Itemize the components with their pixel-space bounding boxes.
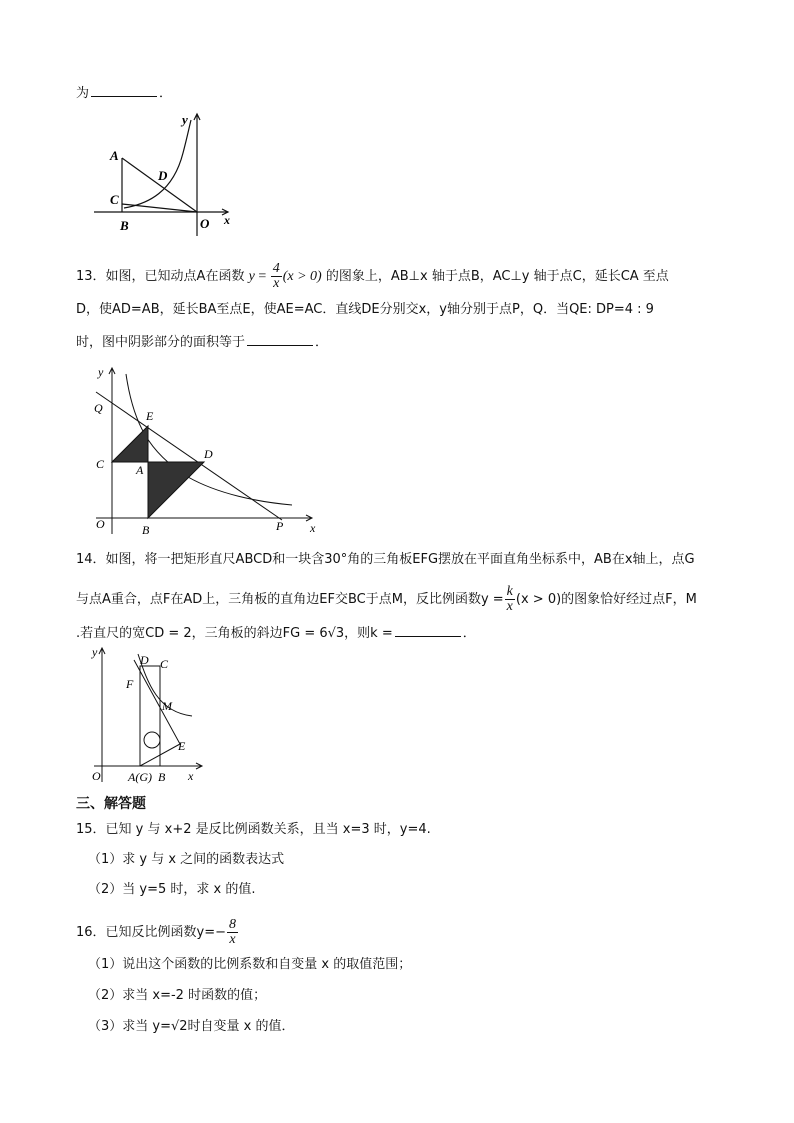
q13-func-eq: = <box>254 269 270 284</box>
q12-label-C: C <box>110 192 119 207</box>
q15-sub1: （1）求 y 与 x 之间的函数表达式 <box>88 852 285 867</box>
q14-label-C: C <box>160 657 169 671</box>
q13-line-1 <box>76 262 669 291</box>
q16-stem <box>76 918 239 947</box>
q16-text: 已知反比例函数y=− <box>105 925 227 940</box>
q13-func-y: y <box>248 269 255 284</box>
q14-label-E: E <box>178 739 186 753</box>
q13-label-D: D <box>204 447 213 461</box>
q12-label-A: A <box>110 148 119 163</box>
q14-line-3 <box>76 622 476 644</box>
q13-text-1b: 的图象上，AB⊥x 轴于点B，AC⊥y 轴于点C，延长CA 至点 <box>325 269 669 284</box>
q13-line-2 <box>76 300 654 320</box>
q14-text-3b: ． <box>462 626 476 641</box>
q13-label-C: C <box>96 457 105 471</box>
q13-shade-upper <box>112 426 148 462</box>
q14-label-y: y <box>92 645 98 659</box>
q16-fraction <box>227 918 238 947</box>
q15-sub2: （2）当 y=5 时，求 x 的值. <box>88 882 256 897</box>
q14-line-1 <box>76 550 695 570</box>
q15-stem <box>76 820 431 840</box>
q16-sub3: （3）求当 y=√2时自变量 x 的值． <box>88 1019 295 1034</box>
q13-func-den: x <box>273 276 280 291</box>
q14-func-num: k <box>506 584 513 599</box>
q14-text-2a: 与点A重合，点F在AD上，三角板的直角边EF交BC于点M，反比例函数y = <box>76 592 504 607</box>
q13-label-B: B <box>142 523 150 537</box>
q16-func-den: x <box>229 932 236 947</box>
q14-label-M: M <box>162 699 172 713</box>
q12-label-D: D <box>158 168 168 183</box>
q14-fraction <box>505 585 515 614</box>
q15-number: 15． <box>76 822 106 837</box>
q12-tail-prefix: 为 <box>76 86 90 101</box>
q13-label-A: A <box>136 463 144 477</box>
q14-label-D: D <box>140 653 149 667</box>
q14-text-2b: (x > 0)的图象恰好经过点F，M <box>515 592 697 607</box>
q14-answer-blank[interactable] <box>395 622 461 637</box>
q13-func-cond: (x > 0) <box>282 269 322 284</box>
q12-label-y: y <box>182 112 188 127</box>
q14-triangle <box>134 660 180 766</box>
q13-label-O: O <box>96 517 105 531</box>
q15-text: 已知 y 与 x+2 是反比例函数关系，且当 x=3 时，y=4. <box>105 822 431 837</box>
q14-text-3a: .若直尺的宽CD = 2，三角板的斜边FG = 6√3，则k = <box>76 626 393 641</box>
q13-func-num: 4 <box>272 261 280 276</box>
q13-answer-blank[interactable] <box>247 331 313 346</box>
q13-text-3b: ． <box>315 335 329 350</box>
q12-figure <box>88 108 248 238</box>
q14-figure <box>88 644 216 786</box>
q13-label-P: P <box>276 519 284 533</box>
q12-answer-blank[interactable] <box>91 82 157 97</box>
q13-label-E: E <box>146 409 154 423</box>
q14-label-B: B <box>158 770 166 784</box>
q13-label-y: y <box>98 365 104 379</box>
q12-label-x: x <box>224 213 230 227</box>
q13-number: 13． <box>76 269 106 284</box>
q14-label-F: F <box>126 677 134 691</box>
q14-text-1a: 如图，将一把矩形直尺ABCD和一块含30°角的三角板EFG摆放在平面直角坐标系中，AB在x轴上，点G <box>105 552 695 567</box>
q12-tail <box>76 82 172 104</box>
q16-number: 16． <box>76 925 106 940</box>
q14-func-den: x <box>506 599 513 614</box>
q13-text-3a: 时，图中阴影部分的面积等于 <box>76 335 246 350</box>
q16-func-num: 8 <box>229 917 237 932</box>
q14-line-2 <box>76 585 697 614</box>
q16-sub1: （1）说出这个函数的比例系数和自变量 x 的取值范围； <box>88 957 412 972</box>
q12-label-O: O <box>200 216 210 231</box>
q13-label-Q: Q <box>94 401 103 415</box>
q13-text-2: D，使AD=AB，延长BA至点E，使AE=AC．直线DE分别交x，y轴分别于点P，Q．当QE: DP=4 : 9 <box>76 302 654 317</box>
q14-circle <box>144 732 160 748</box>
q13-shade-lower <box>148 462 204 518</box>
q13-text-1a: 如图，已知动点A在函数 <box>105 269 245 284</box>
q14-ruler <box>140 666 160 766</box>
q13-fraction <box>271 262 282 291</box>
q16-sub2: （2）求当 x=-2 时函数的值； <box>88 988 267 1003</box>
q12-tail-suffix: ． <box>159 86 173 101</box>
q14-label-AG: A(G) <box>128 770 152 784</box>
q12-curve <box>124 120 191 208</box>
q14-label-x: x <box>188 769 194 783</box>
q12-label-B: B <box>120 218 129 233</box>
q13-figure <box>88 362 324 538</box>
section-three-title: 三、解答题 <box>76 796 146 812</box>
q14-label-O: O <box>92 769 101 783</box>
q14-number: 14． <box>76 552 106 567</box>
q13-label-x: x <box>310 521 316 535</box>
q13-line-3 <box>76 331 328 353</box>
